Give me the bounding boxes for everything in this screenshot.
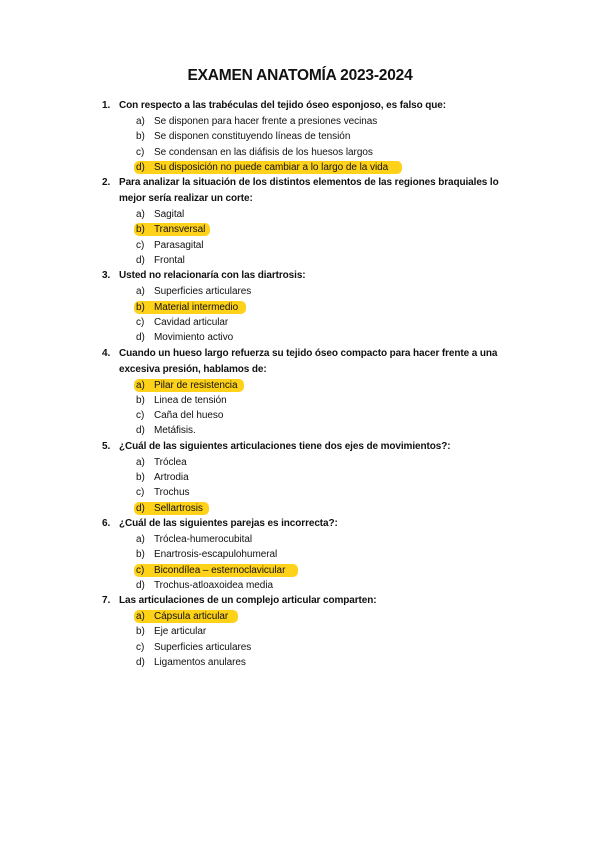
option-text: Bicondílea – esternoclavicular (154, 564, 286, 576)
question-6 (0, 516, 600, 593)
option-letter: a) (136, 611, 145, 623)
option-letter: a) (136, 379, 145, 391)
question-number: 4. (102, 347, 111, 359)
option-text: Eje articular (154, 626, 207, 638)
option-list (119, 609, 520, 670)
option-b (119, 624, 520, 639)
option-text: Caña del hueso (154, 410, 224, 422)
option-letter: d) (136, 657, 145, 669)
option-text: Trochus (154, 487, 190, 499)
option-text: Superficies articulares (154, 286, 252, 298)
option-a (119, 284, 520, 299)
option-c-highlighted (134, 563, 520, 578)
option-b-highlighted (134, 222, 520, 237)
option-letter: b) (136, 472, 145, 484)
question-list (0, 98, 600, 670)
question-number: 6. (102, 517, 111, 529)
option-text: Material intermedio (154, 301, 239, 313)
option-list (119, 532, 520, 593)
question-text: ¿Cuál de las siguientes parejas es incorrecta?: (119, 517, 338, 529)
option-c (119, 640, 520, 655)
option-a (119, 207, 520, 222)
option-c (119, 408, 520, 423)
question-text: Para analizar la situación de los distintos elementos de las regiones braquiales lo mejor sería realizar un corte: (119, 177, 499, 205)
question-text: Con respecto a las trabéculas del tejido óseo esponjoso, es falso que: (119, 100, 446, 111)
option-text: Tróclea-humerocubital (154, 533, 253, 545)
option-d (119, 330, 520, 345)
option-text: Sellartrosis (154, 502, 203, 514)
option-letter: d) (136, 579, 145, 591)
option-d (119, 655, 520, 670)
option-list (119, 455, 520, 516)
option-letter: c) (136, 316, 145, 328)
option-list (119, 378, 520, 439)
question-text: Las articulaciones de un complejo articular comparten: (119, 595, 377, 607)
option-letter: c) (136, 146, 145, 158)
option-letter: c) (136, 410, 145, 422)
option-letter: c) (136, 487, 145, 499)
option-letter: c) (136, 564, 145, 576)
option-letter: b) (136, 394, 145, 406)
option-a (119, 455, 520, 470)
option-text: Trochus-atloaxoidea media (154, 579, 273, 591)
option-letter: b) (136, 224, 145, 236)
option-text: Ligamentos anulares (154, 657, 246, 669)
option-text: Transversal (154, 224, 206, 236)
option-b (119, 393, 520, 408)
question-text: ¿Cuál de las siguientes articulaciones tiene dos ejes de movimientos?: (119, 440, 451, 452)
option-text: Pilar de resistencia (154, 379, 238, 391)
option-list (119, 207, 520, 268)
option-list (119, 114, 520, 175)
option-letter: c) (136, 239, 145, 251)
question-number: 1. (102, 100, 111, 111)
option-text: Metáfisis. (154, 425, 196, 437)
option-text: Se condensan en las diáfisis de los huesos largos (154, 146, 373, 158)
option-text: Parasagital (154, 239, 204, 251)
option-d-highlighted (134, 501, 520, 516)
question-7 (0, 593, 600, 670)
option-letter: d) (136, 255, 145, 267)
option-b (119, 547, 520, 562)
question-number: 5. (102, 440, 111, 452)
question-4 (0, 346, 600, 439)
option-letter: d) (136, 161, 145, 173)
option-letter: a) (136, 116, 145, 127)
question-3 (0, 268, 600, 345)
option-d (119, 423, 520, 438)
question-2 (0, 175, 600, 268)
option-a (119, 114, 520, 129)
option-letter: b) (136, 301, 145, 313)
option-letter: b) (136, 549, 145, 561)
question-1 (0, 98, 600, 175)
option-c (119, 315, 520, 330)
option-text: Linea de tensión (154, 394, 227, 406)
option-list (119, 284, 520, 345)
option-text: Artrodia (154, 472, 189, 484)
option-letter: b) (136, 626, 145, 638)
option-c (119, 485, 520, 500)
option-letter: c) (136, 641, 145, 653)
option-letter: b) (136, 131, 145, 143)
option-a-highlighted (134, 609, 520, 624)
option-a-highlighted (134, 378, 520, 393)
question-number: 3. (102, 270, 111, 282)
option-d-highlighted (134, 160, 520, 175)
option-text: Cavidad articular (154, 316, 229, 328)
option-letter: a) (136, 456, 145, 468)
question-5 (0, 439, 600, 516)
question-text: Cuando un hueso largo refuerza su tejido óseo compacto para hacer frente a una excesiva presión, hablamos de: (119, 347, 498, 375)
option-text: Movimiento activo (154, 332, 234, 344)
option-b-highlighted (134, 300, 520, 315)
question-number: 7. (102, 595, 111, 607)
option-text: Sagital (154, 209, 185, 221)
option-d (119, 578, 520, 593)
page-title: EXAMEN ANATOMÍA 2023-2024 (187, 67, 413, 84)
question-text: Usted no relacionaría con las diartrosis: (119, 270, 306, 282)
option-text: Frontal (154, 255, 185, 267)
question-number: 2. (102, 177, 111, 189)
option-text: Se disponen para hacer frente a presiones vecinas (154, 116, 378, 127)
option-text: Cápsula articular (154, 611, 229, 623)
option-d (119, 253, 520, 268)
option-letter: a) (136, 209, 145, 221)
option-text: Tróclea (154, 456, 187, 468)
option-letter: d) (136, 425, 145, 437)
option-letter: a) (136, 533, 145, 545)
option-text: Superficies articulares (154, 641, 252, 653)
option-text: Se disponen constituyendo líneas de tensión (154, 131, 351, 143)
option-text: Su disposición no puede cambiar a lo largo de la vida (154, 161, 389, 173)
option-letter: a) (136, 286, 145, 298)
option-c (119, 238, 520, 253)
option-b (119, 470, 520, 485)
option-letter: d) (136, 332, 145, 344)
option-letter: d) (136, 502, 145, 514)
option-c (119, 145, 520, 160)
option-b (119, 129, 520, 144)
option-text: Enartrosis-escapulohumeral (154, 549, 278, 561)
option-a (119, 532, 520, 547)
